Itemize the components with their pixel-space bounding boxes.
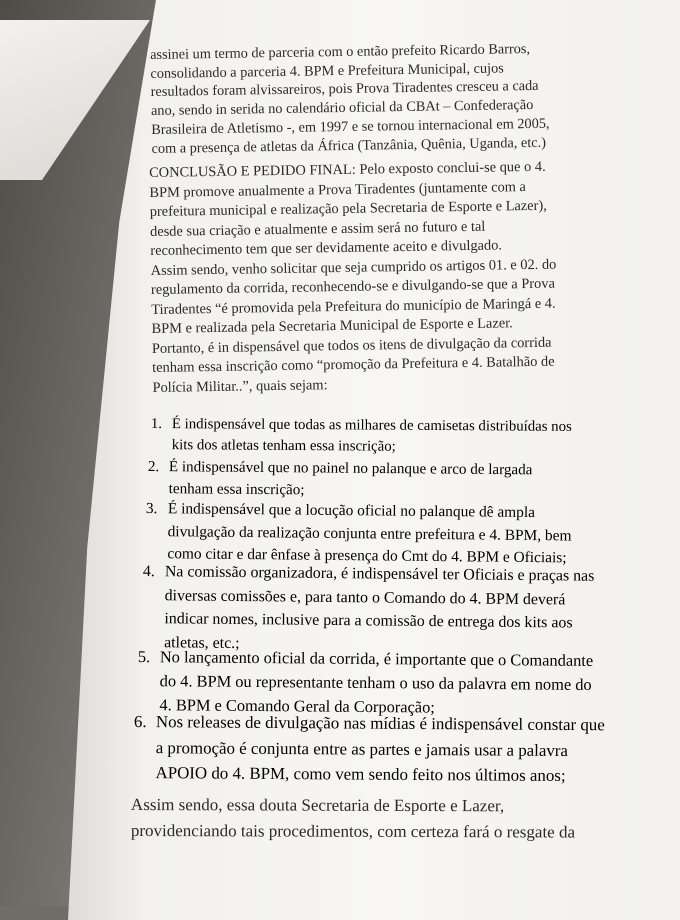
list-number: 1. <box>150 415 163 433</box>
text-line: providenciando tais procedimentos, com certeza fará o resgate da <box>130 820 576 842</box>
text-line: Assim sendo, venho solicitar que seja cumprido os artigos 01. e 02. do <box>150 256 557 279</box>
text-line: prefeitura municipal e realização pela Secretaria de Esporte e Lazer), <box>149 197 547 220</box>
text-line: assinei um termo de parceria com o então prefeito Ricardo Barros, <box>150 41 531 63</box>
text-line: consolidando a parceria 4. BPM e Prefeitura Municipal, cujos <box>150 60 504 82</box>
text-line: desde sua criação e atualmente e assim será no futuro e tal <box>149 218 486 240</box>
text-line: Tiradentes “é promovida pela Prefeitura do município de Maringá e 4. <box>151 295 556 318</box>
text-line: kits dos atletas tenham essa inscrição; <box>171 436 396 455</box>
text-line: Na comissão organizadora, é indispensável ter Oficiais e praças nas <box>164 563 595 585</box>
text-line: Assim sendo, essa douta Secretaria de Esporte e Lazer, <box>130 795 505 816</box>
conclusion-paragraph <box>149 158 558 398</box>
text-line: Brasileira de Atletismo -, em 1997 e se tornou internacional em 2005, <box>151 115 550 138</box>
list-item-text <box>155 709 604 789</box>
text-line: Polícia Militar..”, quais sejam: <box>152 376 328 396</box>
text-line: É indispensável que no painel no palanque e arco de largada <box>168 459 533 479</box>
list-item-text <box>167 498 572 570</box>
text-line: diversas comissões e, para tanto o Comando do 4. BPM deverá <box>164 586 566 608</box>
text-line: É indispensável que a locução oficial no palanque dê ampla <box>167 500 536 522</box>
text-line: Portanto, é in dispensável que todos os itens de divulgação da corrida <box>151 334 552 357</box>
text-line: APOIO do 4. BPM, como vem sendo feito nos últimos anos; <box>155 763 566 786</box>
text-line: 4. BPM e Comando Geral da Corporação; <box>159 695 435 717</box>
list-number: 6. <box>133 711 147 732</box>
text-line: como citar e dar ênfase à presença do Cmt do 4. BPM e Oficiais; <box>167 545 567 567</box>
list-number: 4. <box>142 562 155 581</box>
text-line: Nos releases de divulgação nas mídias é indispensável constar que <box>155 712 605 735</box>
text-line: tenham essa inscrição; <box>168 481 305 499</box>
text-line: É indispensável que todas as milhares de camisetas distribuídas nos <box>171 416 572 435</box>
text-line: atletas, etc.; <box>164 633 240 652</box>
closing-paragraph <box>131 792 575 846</box>
list-item-text <box>169 456 533 503</box>
text-line: CONCLUSÃO E PEDIDO FINAL: Pelo exposto conclui-se que o 4. <box>149 158 546 181</box>
text-line: BPM e realizada pela Secretaria Municipal de Esporte e Lazer. <box>151 315 513 337</box>
text-line: com a presença de atletas da África (Tanzânia, Quênia, Uganda, etc.) <box>151 134 547 157</box>
text-line: reconhecimento tem que ser devidamente aceito e divulgado. <box>150 237 503 259</box>
text-line: divulgação da realização conjunta entre prefeitura e 4. BPM, bem <box>167 522 572 544</box>
text-line: regulamento da corrida, reconhecendo-se e divulgando-se que a Prova <box>150 275 556 298</box>
text-line: No lançamento oficial da corrida, é importante que o Comandante <box>159 647 594 670</box>
text-line: resultados foram alvissareiros, pois Prova Tiradentes cresceu a cada <box>150 78 539 101</box>
list-number: 5. <box>137 646 151 667</box>
text-line: do 4. BPM ou representante tenham o uso da palavra em nome do <box>159 671 592 694</box>
list-item-text <box>172 414 572 458</box>
text-line: indicar nomes, inclusive para a comissão de entrega dos kits aos <box>164 610 573 632</box>
list-number: 3. <box>145 499 158 518</box>
list-item-text <box>164 560 594 658</box>
text-line: BPM promove anualmente a Prova Tiradentes (juntamente com a <box>149 178 527 201</box>
text-line: tenham essa inscrição como “promoção da Prefeitura e 4. Batalhão de <box>152 353 555 376</box>
text-line: ano, sendo in serida no calendário oficial da CBAt – Confederação <box>150 97 534 120</box>
list-number: 2. <box>147 458 160 476</box>
text-line: a promoção é conjunta entre as partes e jamais usar a palavra <box>155 737 569 760</box>
intro-paragraph <box>150 40 550 158</box>
